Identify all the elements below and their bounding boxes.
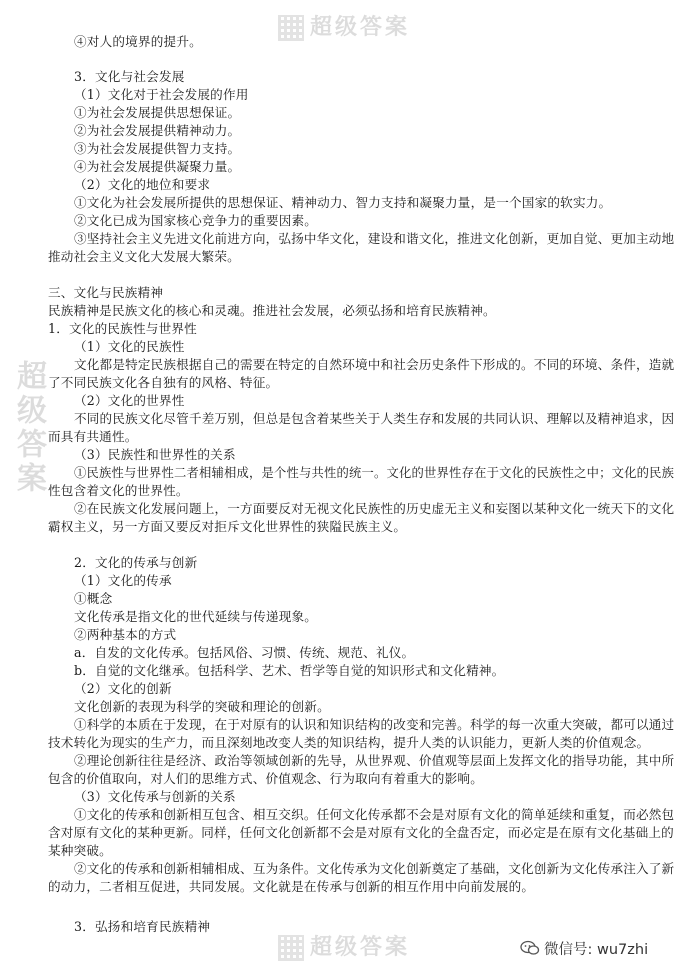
text-line: 含对原有文化的某种更新。同样，任何文化创新都不会是对原有文化的全盘否定，而必定是在原有文化基础上的	[48, 825, 674, 840]
text-line: 推动社会主义文化大发展大繁荣。	[48, 249, 240, 264]
subsection-heading: （3）文化传承与创新的关系	[74, 789, 236, 804]
chapter-heading: 三、文化与民族精神	[48, 285, 164, 300]
section-heading: 1．文化的民族性与世界性	[48, 321, 197, 336]
text-line: ③为社会发展提供智力支持。	[74, 141, 241, 156]
text-line: 而具有共通性。	[48, 429, 138, 444]
text-line: 的动力，二者相互促进，共同发展。文化就是在传承与创新的相互作用中向前发展的。	[48, 879, 535, 894]
section-heading: 2．文化的传承与创新	[74, 555, 198, 570]
subsection-heading: （1）文化对于社会发展的作用	[74, 87, 249, 102]
text-line: 某种突破。	[48, 843, 112, 858]
qr-watermark-icon	[278, 15, 304, 41]
text-line: 技术转化为现实的生产力，而且深刻地改变人类的知识结构，提升人类的认识能力，更新人类的价值观念。	[48, 735, 650, 750]
text-line: 民族精神是民族文化的核心和灵魂。推进社会发展，必须弘扬和培育民族精神。	[48, 303, 496, 318]
text-line: 性包含着文化的世界性。	[48, 483, 189, 498]
text-line: ①为社会发展提供思想保证。	[74, 105, 241, 120]
text-line: ②为社会发展提供精神动力。	[74, 123, 241, 138]
text-line: ④为社会发展提供凝聚力量。	[74, 159, 241, 174]
text-line: ①文化的传承和创新相互包含、相互交织。任何文化传承都不会是对原有文化的简单延续和重复，而必然包	[74, 807, 675, 822]
text-line: ②理论创新往往是经济、政治等领域创新的先导，从世界观、价值观等层面上发挥文化的指导功能，其中所	[74, 753, 675, 768]
text-line: 文化创新的表现为科学的突破和理论的创新。	[74, 699, 330, 714]
text-line: 不同的民族文化尽管千差万别，但总是包含着某些关于人类生存和发展的共同认识、理解以及精神追求，因	[74, 411, 675, 426]
subsection-heading: （3）民族性和世界性的关系	[74, 447, 236, 462]
text-line: 霸权主义，另一方面又要反对拒斥文化世界性的狭隘民族主义。	[48, 519, 407, 534]
subsection-heading: （1）文化的传承	[74, 573, 172, 588]
text-line: ④对人的境界的提升。	[74, 34, 202, 49]
section-heading: 3．文化与社会发展	[74, 69, 185, 84]
text-line: a．自发的文化传承。包括风俗、习惯、传统、规范、礼仪。	[74, 645, 415, 660]
watermark-text: 超级答案	[310, 935, 411, 960]
text-line: ②在民族文化发展问题上，一方面要反对无视文化民族性的历史虚无主义和妄图以某种文化一统天下的文化	[74, 501, 675, 516]
subsection-heading: （2）文化的创新	[74, 681, 172, 696]
subsection-heading: （1）文化的民族性	[74, 339, 185, 354]
text-line: 包含的价值取向，对人们的思维方式、价值观念、行为取向有着重大的影响。	[48, 771, 483, 786]
text-line: 文化都是特定民族根据自己的需要在特定的自然环境中和社会历史条件下形成的。不同的环境、条件，造就	[74, 357, 675, 372]
watermark-bottom	[278, 930, 410, 961]
watermark-top	[278, 10, 410, 41]
text-line: ②文化的传承和创新相辅相成、互为条件。文化传承为文化创新奠定了基础，文化创新为文化传承注入了新	[74, 861, 675, 876]
wechat-icon	[520, 940, 540, 960]
text-line: 了不同民族文化各自独有的风格、特征。	[48, 375, 279, 390]
subsection-heading: （2）文化的地位和要求	[74, 177, 211, 192]
watermark-text: 超级答案	[310, 15, 411, 40]
wechat-id-footer	[520, 938, 648, 960]
text-line: ①文化为社会发展所提供的思想保证、精神动力、智力支持和凝聚力量，是一个国家的软实力。	[74, 195, 612, 210]
watermark-side: 超级答案	[11, 360, 46, 496]
qr-watermark-icon	[278, 935, 304, 961]
text-line: ②文化已成为国家核心竞争力的重要因素。	[74, 213, 318, 228]
wechat-id-text: 微信号: wu7zhi	[544, 942, 649, 958]
text-line: ①科学的本质在于发现，在于对原有的认识和知识结构的改变和完善。科学的每一次重大突破，都可以通过	[74, 717, 675, 732]
text-line: ①民族性与世界性二者相辅相成，是个性与共性的统一。文化的世界性存在于文化的民族性之中；文化的民族	[74, 465, 675, 480]
text-line: ①概念	[74, 591, 113, 606]
subsection-heading: （2）文化的世界性	[74, 393, 185, 408]
text-line: ③坚持社会主义先进文化前进方向，弘扬中华文化，建设和谐文化，推进文化创新，更加自觉、更加主动地	[74, 231, 675, 246]
section-heading: 3．弘扬和培育民族精神	[74, 919, 211, 934]
text-line: b．自觉的文化继承。包括科学、艺术、哲学等自觉的知识形式和文化精神。	[74, 663, 505, 678]
text-line: ②两种基本的方式	[74, 627, 177, 642]
text-line: 文化传承是指文化的世代延续与传递现象。	[74, 609, 318, 624]
